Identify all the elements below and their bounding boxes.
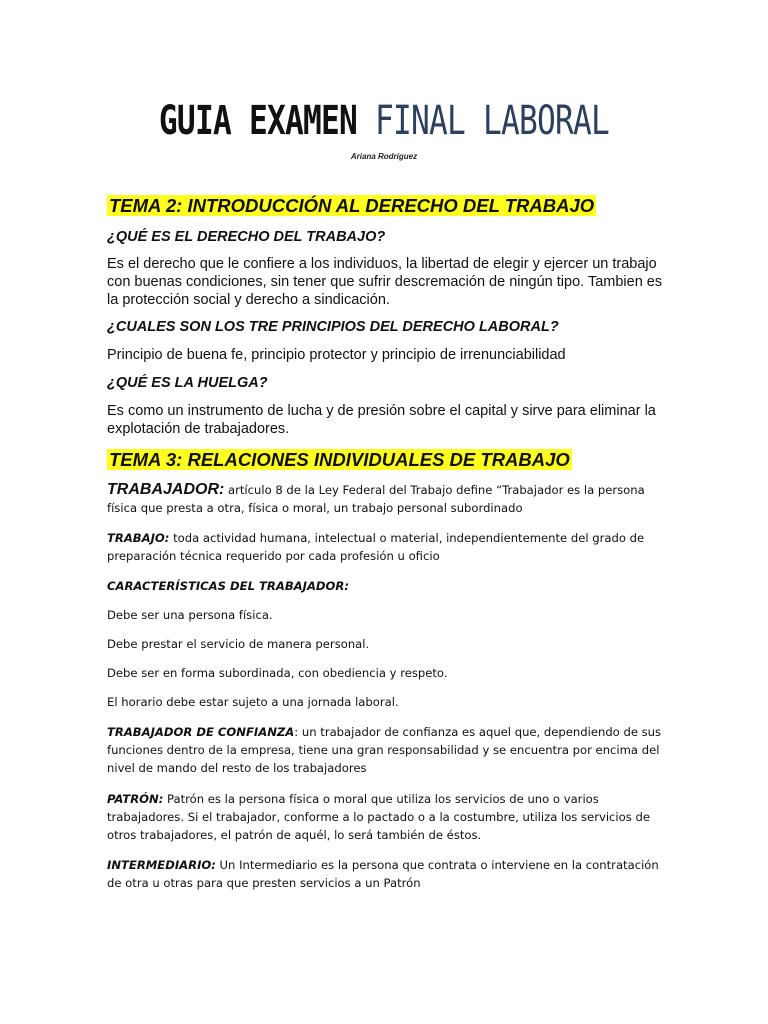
tema2-question-3: ¿QUÉ ES LA HUELGA? xyxy=(107,375,268,391)
confianza-label: TRABAJADOR DE CONFIANZA xyxy=(107,725,295,739)
trabajo-definition xyxy=(107,529,667,565)
intermediario-label: INTERMEDIARIO: xyxy=(107,858,216,872)
confianza-text: : un trabajador de confianza es aquel que, dependiendo de sus funciones dentro de la empresa, tiene una gran responsabilidad y se encuentra por encima del nivel de mando del resto de los trabajadores xyxy=(107,725,662,775)
title-part-2: FINAL LABORAL xyxy=(374,98,610,144)
caracteristica-item: Debe ser una persona física. xyxy=(107,608,273,622)
caracteristicas-heading xyxy=(107,577,667,595)
confianza-definition xyxy=(107,723,667,777)
trabajo-text: toda actividad humana, intelectual o material, independientemente del grado de preparación técnica requerido por cada profesión u oficio xyxy=(107,531,645,563)
trabajador-definition xyxy=(107,481,667,517)
tema3-heading xyxy=(107,449,667,471)
intermediario-definition xyxy=(107,856,667,892)
tema2-answer-3: Es como un instrumento de lucha y de presión sobre el capital y sirve para eliminar la explotación de trabajadores. xyxy=(107,403,656,437)
tema2-question-2: ¿CUALES SON LOS TRE PRINCIPIOS DEL DERECHO LABORAL? xyxy=(107,319,559,335)
trabajador-text: artículo 8 de la Ley Federal del Trabajo define “Trabajador es la persona física que presta a otra, física o moral, un trabajo personal subordinado xyxy=(107,483,645,515)
tema3-heading-text: TEMA 3: RELACIONES INDIVIDUALES DE TRABAJO xyxy=(109,449,570,470)
tema2-heading-text: TEMA 2: INTRODUCCIÓN AL DERECHO DEL TRABAJO xyxy=(109,195,595,216)
patron-text: Patrón es la persona física o moral que utiliza los servicios de uno o varios trabajadores. Si el trabajador, conforme a lo pactado o a la costumbre, utiliza los servicios de otros trabajadores, el patrón de aquél, lo será también de éstos. xyxy=(107,792,650,842)
author-name: Ariana Rodríguez xyxy=(350,152,418,161)
tema2-heading xyxy=(107,195,667,217)
tema2-answer-1: Es el derecho que le confiere a los individuos, la libertad de elegir y ejercer un trabajo con buenas condiciones, sin tener que sufrir descremación de ningún tipo. Tambien es la protección social y derecho a sindicación. xyxy=(107,256,663,308)
patron-label: PATRÓN: xyxy=(107,792,164,806)
caracteristica-item: El horario debe estar sujeto a una jornada laboral. xyxy=(107,695,399,709)
tema2-question-1: ¿QUÉ ES EL DERECHO DEL TRABAJO? xyxy=(107,229,386,245)
trabajador-label: TRABAJADOR: xyxy=(107,481,225,498)
caracteristica-item: Debe ser en forma subordinada, con obediencia y respeto. xyxy=(107,666,448,680)
title-part-1: GUIA EXAMEN xyxy=(158,98,357,144)
tema2-answer-2: Principio de buena fe, principio protector y principio de irrenunciabilidad xyxy=(107,347,566,363)
caracteristicas-label: CARACTERÍSTICAS DEL TRABAJADOR: xyxy=(107,579,349,593)
patron-definition xyxy=(107,790,667,844)
trabajo-label: TRABAJO: xyxy=(107,531,170,545)
document-title xyxy=(84,96,683,146)
intermediario-text: Un Intermediario es la persona que contrata o interviene en la contratación de otra u otras para que presten servicios a un Patrón xyxy=(107,858,659,890)
caracteristica-item: Debe prestar el servicio de manera personal. xyxy=(107,637,370,651)
